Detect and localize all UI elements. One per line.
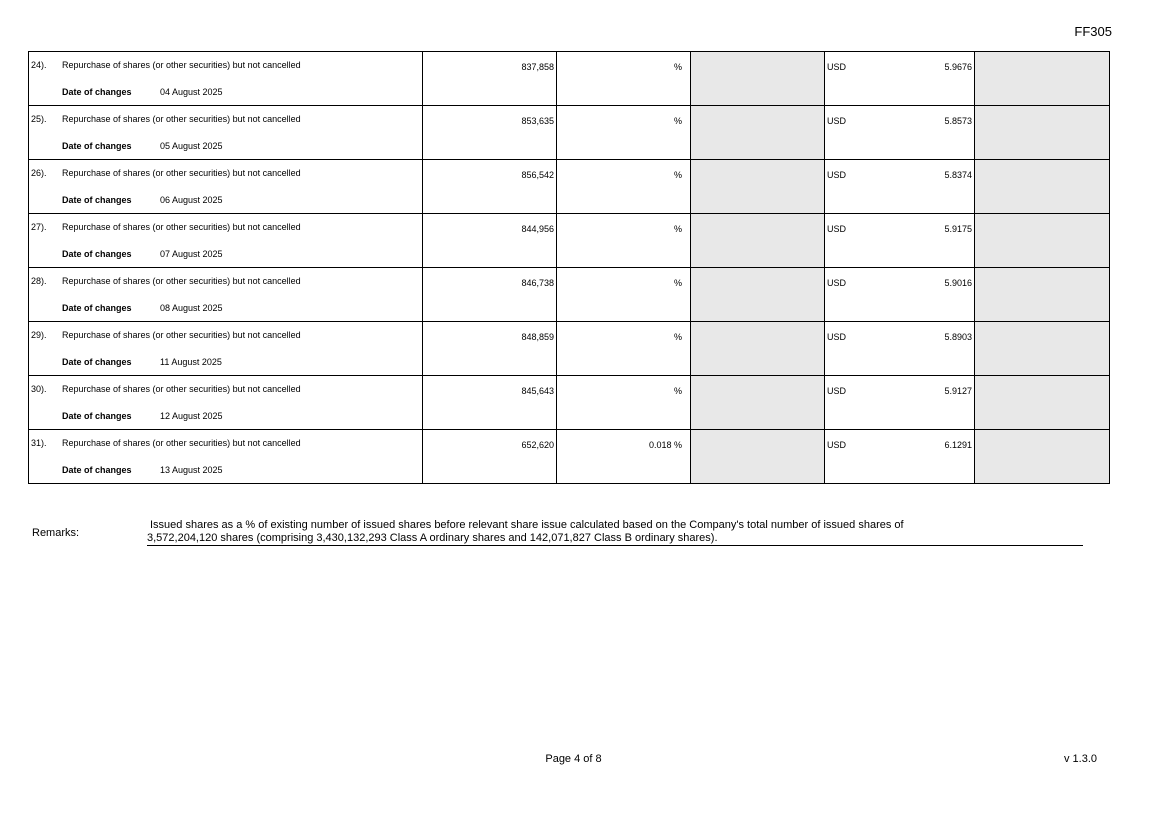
price-value: 6.1291 <box>944 440 972 450</box>
row-number: 28). <box>31 276 47 286</box>
percent-cell: % <box>557 322 691 376</box>
blank-grey-cell <box>691 160 825 214</box>
table-row <box>29 268 1110 322</box>
price-value: 5.8573 <box>944 116 972 126</box>
change-description: Repurchase of shares (or other securities) but not cancelled <box>62 60 301 70</box>
price-cell <box>825 430 975 484</box>
blank-grey-cell <box>691 52 825 106</box>
date-label: Date of changes <box>62 411 132 421</box>
blank-grey-cell <box>975 376 1110 430</box>
shares-cell: 856,542 <box>423 160 557 214</box>
percent-cell: % <box>557 160 691 214</box>
table-row <box>29 322 1110 376</box>
price-value: 5.9127 <box>944 386 972 396</box>
table-row <box>29 376 1110 430</box>
version-label: v 1.3.0 <box>1063 753 1097 765</box>
remarks-line-2: 3,572,204,120 shares (comprising 3,430,132,293 Class A ordinary shares and 142,071,827 Class B ordinary shares). <box>147 532 718 544</box>
date-value: 04 August 2025 <box>160 87 223 97</box>
change-description: Repurchase of shares (or other securities) but not cancelled <box>62 114 301 124</box>
date-label: Date of changes <box>62 303 132 313</box>
remarks-line-1: Issued shares as a % of existing number of issued shares before relevant share issue calculated based on the Company's total number of issued shares of <box>150 519 904 531</box>
change-description: Repurchase of shares (or other securities) but not cancelled <box>62 168 301 178</box>
row-number: 24). <box>31 60 47 70</box>
blank-grey-cell <box>975 106 1110 160</box>
currency: USD <box>827 332 847 342</box>
blank-grey-cell <box>691 214 825 268</box>
price-cell <box>825 52 975 106</box>
shares-cell: 652,620 <box>423 430 557 484</box>
shares-cell: 844,956 <box>423 214 557 268</box>
date-value: 06 August 2025 <box>160 195 223 205</box>
description-cell <box>29 160 423 214</box>
blank-grey-cell <box>691 376 825 430</box>
description-cell <box>29 268 423 322</box>
table-row <box>29 214 1110 268</box>
currency: USD <box>827 116 847 126</box>
price-cell <box>825 322 975 376</box>
blank-grey-cell <box>975 322 1110 376</box>
shares-cell: 848,859 <box>423 322 557 376</box>
percent-cell: % <box>557 106 691 160</box>
price-value: 5.9175 <box>944 224 972 234</box>
percent-cell: 0.018 % <box>557 430 691 484</box>
price-cell <box>825 376 975 430</box>
table-row <box>29 106 1110 160</box>
table-row <box>29 430 1110 484</box>
date-value: 07 August 2025 <box>160 249 223 259</box>
price-value: 5.8903 <box>944 332 972 342</box>
price-cell <box>825 160 975 214</box>
blank-grey-cell <box>975 160 1110 214</box>
date-value: 13 August 2025 <box>160 465 223 475</box>
row-number: 25). <box>31 114 47 124</box>
remarks-label: Remarks: <box>32 527 80 539</box>
shares-cell: 837,858 <box>423 52 557 106</box>
shares-cell: 845,643 <box>423 376 557 430</box>
price-value: 5.8374 <box>944 170 972 180</box>
blank-grey-cell <box>691 430 825 484</box>
percent-cell: % <box>557 268 691 322</box>
form-code: FF305 <box>1074 24 1112 39</box>
price-value: 5.9676 <box>944 62 972 72</box>
blank-grey-cell <box>975 268 1110 322</box>
row-number: 31). <box>31 438 47 448</box>
date-value: 08 August 2025 <box>160 303 223 313</box>
change-description: Repurchase of shares (or other securities) but not cancelled <box>62 384 301 394</box>
price-value: 5.9016 <box>944 278 972 288</box>
date-value: 12 August 2025 <box>160 411 223 421</box>
price-cell <box>825 106 975 160</box>
description-cell <box>29 52 423 106</box>
description-cell <box>29 430 423 484</box>
blank-grey-cell <box>975 430 1110 484</box>
percent-cell: % <box>557 376 691 430</box>
date-label: Date of changes <box>62 357 132 367</box>
price-cell <box>825 268 975 322</box>
change-description: Repurchase of shares (or other securities) but not cancelled <box>62 222 301 232</box>
row-number: 30). <box>31 384 47 394</box>
blank-grey-cell <box>691 268 825 322</box>
currency: USD <box>827 386 847 396</box>
row-number: 29). <box>31 330 47 340</box>
currency: USD <box>827 224 847 234</box>
currency: USD <box>827 62 847 72</box>
description-cell <box>29 376 423 430</box>
currency: USD <box>827 170 847 180</box>
currency: USD <box>827 440 847 450</box>
date-label: Date of changes <box>62 87 132 97</box>
price-cell <box>825 214 975 268</box>
percent-cell: % <box>557 52 691 106</box>
date-label: Date of changes <box>62 195 132 205</box>
change-description: Repurchase of shares (or other securities) but not cancelled <box>62 438 301 448</box>
description-cell <box>29 106 423 160</box>
blank-grey-cell <box>975 214 1110 268</box>
blank-grey-cell <box>691 106 825 160</box>
date-label: Date of changes <box>62 249 132 259</box>
row-number: 27). <box>31 222 47 232</box>
change-description: Repurchase of shares (or other securities) but not cancelled <box>62 330 301 340</box>
date-value: 11 August 2025 <box>160 357 222 367</box>
table-row <box>29 52 1110 106</box>
currency: USD <box>827 278 847 288</box>
share-changes-table <box>28 51 1110 484</box>
remarks-text <box>147 519 1083 546</box>
change-description: Repurchase of shares (or other securities) but not cancelled <box>62 276 301 286</box>
date-label: Date of changes <box>62 141 132 151</box>
date-value: 05 August 2025 <box>160 141 223 151</box>
date-label: Date of changes <box>62 465 132 475</box>
percent-cell: % <box>557 214 691 268</box>
shares-cell: 846,738 <box>423 268 557 322</box>
description-cell <box>29 322 423 376</box>
page-number: Page 4 of 8 <box>545 753 602 765</box>
row-number: 26). <box>31 168 47 178</box>
blank-grey-cell <box>975 52 1110 106</box>
description-cell <box>29 214 423 268</box>
blank-grey-cell <box>691 322 825 376</box>
shares-cell: 853,635 <box>423 106 557 160</box>
table-row <box>29 160 1110 214</box>
